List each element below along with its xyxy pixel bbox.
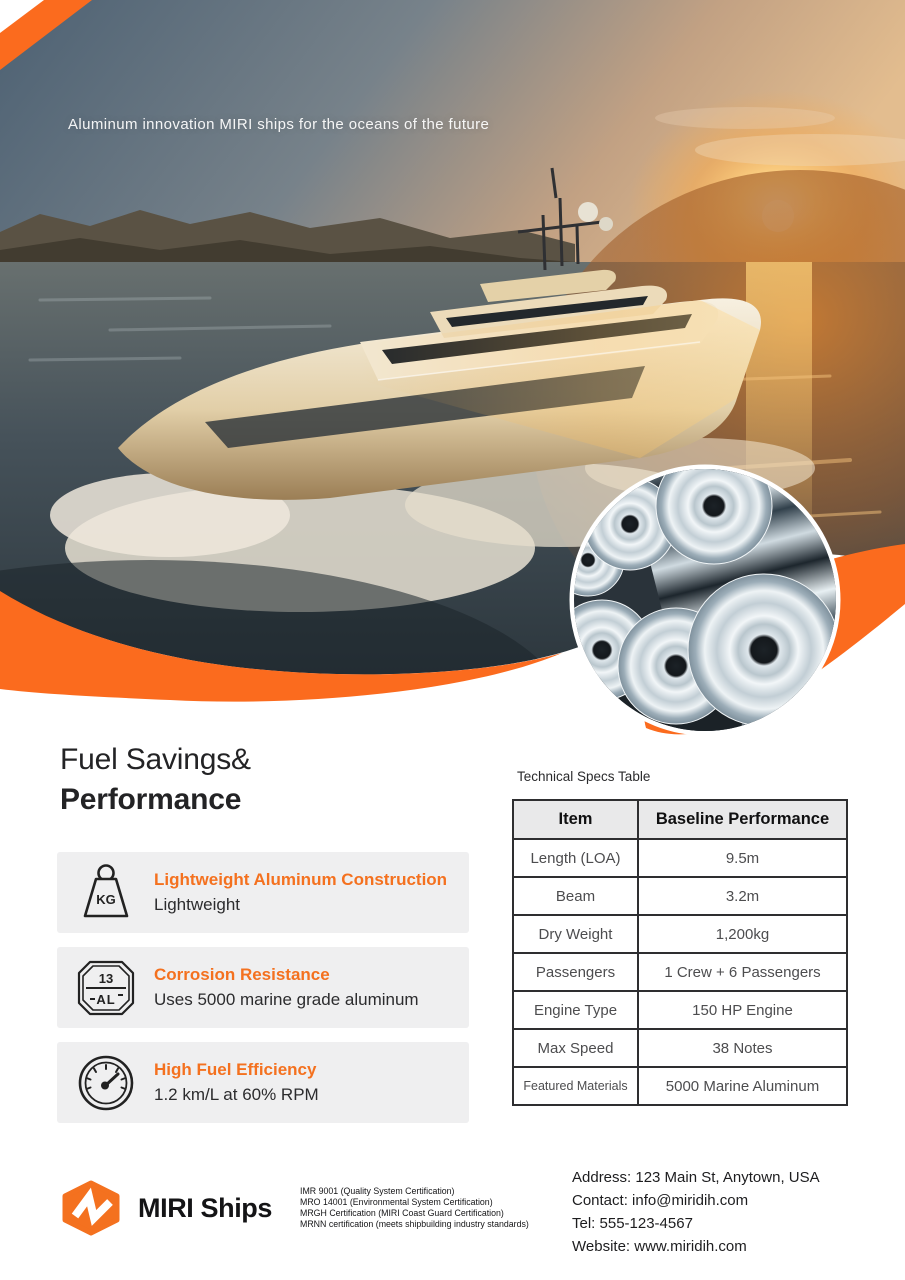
svg-text:AL: AL	[95, 991, 116, 1007]
feature-lightweight	[57, 852, 469, 933]
table-row	[513, 1029, 847, 1067]
table-caption: Technical Specs Table	[517, 769, 651, 784]
feature-desc: 1.2 km/L at 60% RPM	[154, 1085, 319, 1104]
spec-item: Max Speed	[513, 1029, 638, 1067]
svg-text:13: 13	[98, 970, 113, 986]
cloud	[655, 107, 835, 129]
spec-item: Beam	[513, 877, 638, 915]
table-row	[513, 839, 847, 877]
brand-logo	[58, 1180, 272, 1236]
fuel-gauge-icon	[57, 1054, 154, 1112]
certifications-block	[300, 1186, 550, 1230]
feature-title: High Fuel Efficiency	[154, 1060, 317, 1079]
feature-title: Corrosion Resistance	[154, 965, 330, 984]
contact-email: Contact: info@miridih.com	[572, 1192, 749, 1209]
certification-line: IMR 9001 (Quality System Certification)	[300, 1186, 455, 1196]
contact-website: Website: www.miridih.com	[572, 1238, 747, 1255]
contact-phone: Tel: 555-123-4567	[572, 1215, 693, 1232]
table-header-row	[513, 800, 847, 839]
feature-fuel-efficiency	[57, 1042, 469, 1123]
page-title-line2: Performance	[60, 783, 242, 816]
spec-item: Engine Type	[513, 991, 638, 1029]
aluminum-element-icon	[57, 959, 154, 1017]
column-header-item: Item	[513, 800, 638, 839]
contact-address: Address: 123 Main St, Anytown, USA	[572, 1169, 820, 1186]
feature-list	[57, 852, 469, 1137]
spec-value: 3.2m	[638, 877, 847, 915]
spec-item: Length (LOA)	[513, 839, 638, 877]
certification-line: MRGH Certification (MIRI Coast Guard Certification)	[300, 1208, 504, 1218]
weight-kg-icon	[57, 864, 154, 922]
feature-desc: Uses 5000 marine grade aluminum	[154, 990, 419, 1009]
certification-line: MRO 14001 (Environmental System Certification)	[300, 1197, 493, 1207]
table-row	[513, 991, 847, 1029]
column-header-baseline: Baseline Performance	[638, 800, 847, 839]
table-row	[513, 1067, 847, 1105]
brand-wordmark: MIRI Ships	[138, 1192, 273, 1223]
spec-item: Dry Weight	[513, 915, 638, 953]
spec-value: 9.5m	[638, 839, 847, 877]
page-title-line1: Fuel Savings&	[60, 743, 251, 776]
svg-text:KG: KG	[95, 891, 116, 907]
radar-dome	[578, 202, 598, 222]
contact-block	[572, 1166, 872, 1258]
spec-value: 5000 Marine Aluminum	[638, 1067, 847, 1105]
table-row	[513, 953, 847, 991]
spec-value: 150 HP Engine	[638, 991, 847, 1029]
spec-value: 38 Notes	[638, 1029, 847, 1067]
feature-title: Lightweight Aluminum Construction	[154, 870, 448, 889]
certification-line: MRNN certification (meets shipbuilding industry standards)	[300, 1219, 529, 1229]
hero-tagline: Aluminum innovation MIRI ships for the oceans of the future	[68, 116, 490, 133]
spec-item: Featured Materials	[513, 1067, 638, 1105]
spec-value: 1,200kg	[638, 915, 847, 953]
miri-logo-icon	[58, 1180, 124, 1236]
feature-corrosion	[57, 947, 469, 1028]
feature-desc: Lightweight	[154, 895, 241, 914]
technical-specs-table	[512, 799, 848, 1106]
table-row	[513, 915, 847, 953]
spec-value: 1 Crew + 6 Passengers	[638, 953, 847, 991]
page-title	[60, 740, 480, 820]
spec-item: Passengers	[513, 953, 638, 991]
table-row	[513, 877, 847, 915]
